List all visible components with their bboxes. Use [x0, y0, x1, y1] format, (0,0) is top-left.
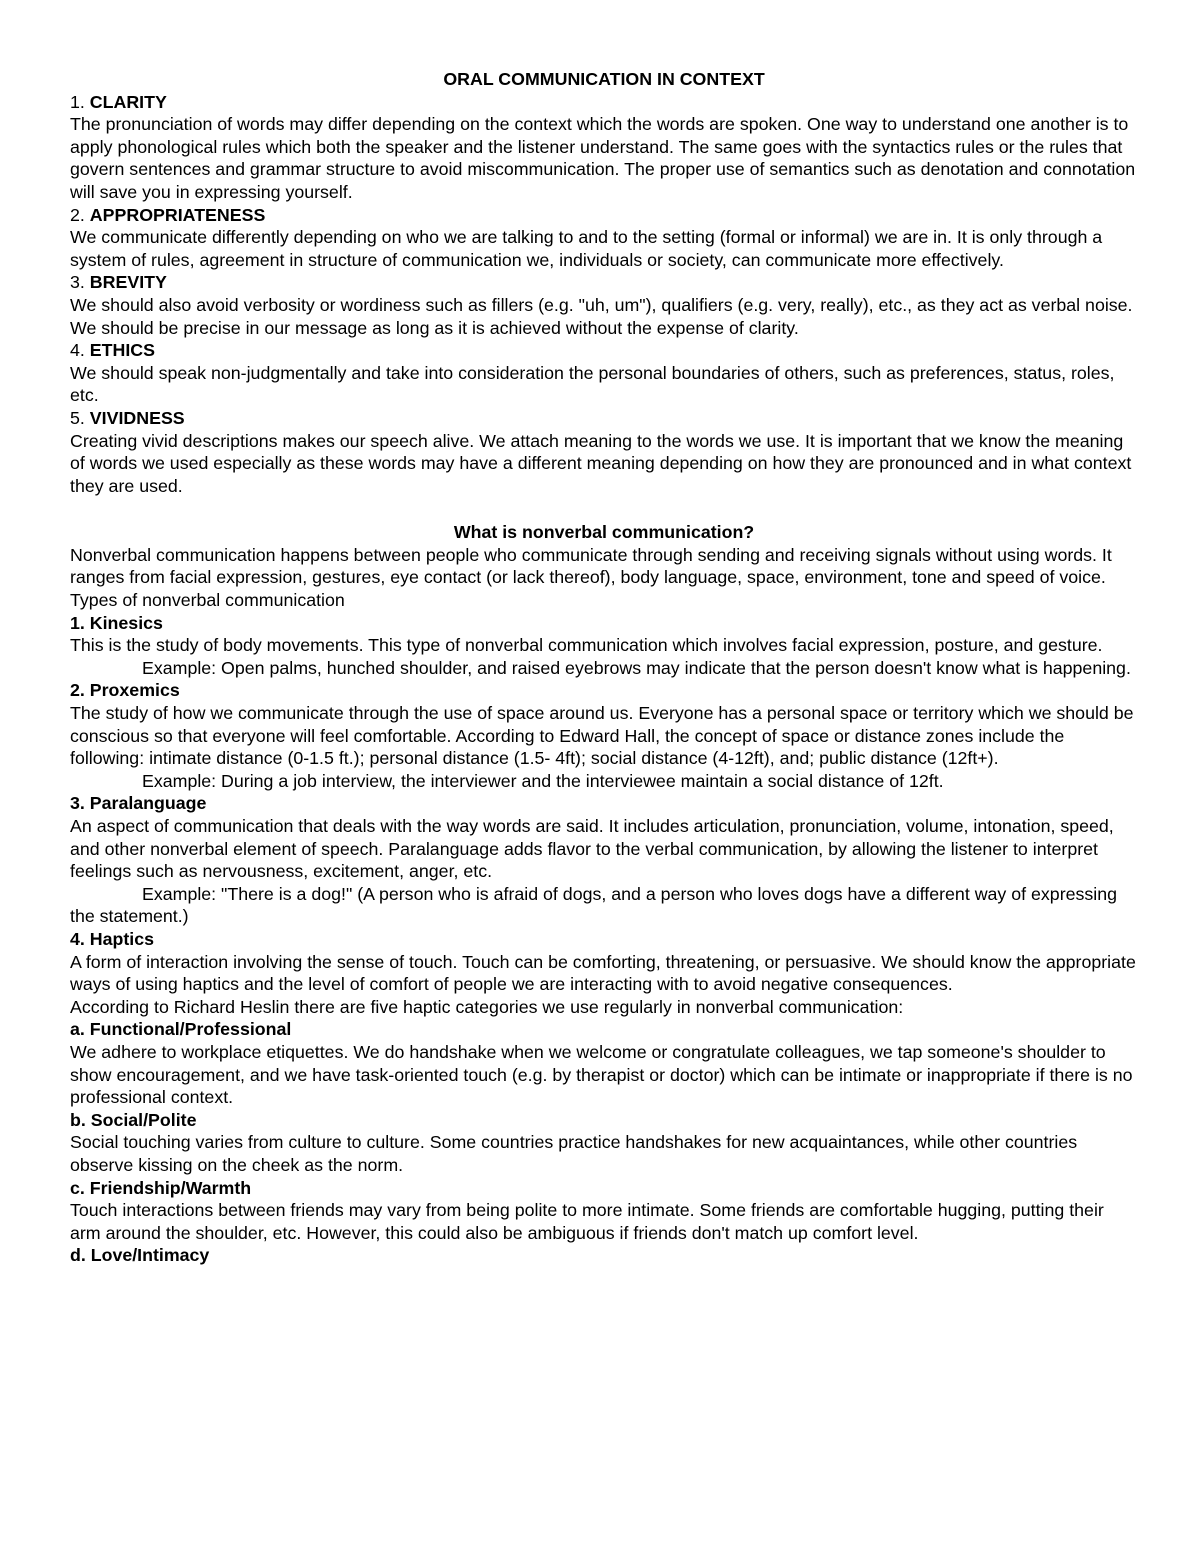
principle-name: APPROPRIATENESS	[89, 204, 266, 225]
principle-name: VIVIDNESS	[89, 407, 185, 428]
paralanguage-example: Example: "There is a dog!" (A person who is afraid of dogs, and a person who loves dogs have a different way of expressing the statement.)	[70, 883, 1118, 927]
haptic-category-body: Social touching varies from culture to culture. Some countries practice handshakes for new acquaintances, while other countries observe kissing on the cheek as the norm.	[70, 1132, 1078, 1175]
paralanguage-body: An aspect of communication that deals with the way words are said. It includes articulation, pronunciation, volume, intonation, speed, and other nonverbal element of speech. Paralanguage adds flavor to the verbal communication, by allowing the listener to interpret feelings such as nervousness, excitement, anger, etc.	[70, 816, 1114, 882]
principle-heading	[70, 339, 1138, 362]
principle-body: We should speak non-judgmentally and take into consideration the personal boundaries of others, such as preferences, status, roles, etc.	[70, 362, 1115, 406]
haptic-category-body: We adhere to workplace etiquettes. We do handshake when we welcome or congratulate colleagues, we tap someone's shoulder to show encouragement, and we have task-oriented touch (e.g. by therapist or doctor) which can be intimate or inappropriate if there is no professional context.	[70, 1041, 1133, 1108]
principle-body: We communicate differently depending on who we are talking to and to the setting (formal or informal) we are in. It is only through a system of rules, agreement in structure of communication we, individuals or society, can communicate more effectively.	[70, 227, 1103, 270]
haptic-category-heading: d. Love/Intimacy	[70, 1245, 210, 1266]
principle-body: We should also avoid verbosity or wordiness such as fillers (e.g. "uh, um"), qualifiers (e.g. very, really), etc., as they act as verbal noise. We should be precise in our message as long as it is achieved without the expense of clarity.	[70, 294, 1133, 338]
principle-heading	[70, 204, 1138, 227]
proxemics-body: The study of how we communicate through the use of space around us. Everyone has a personal space or territory which we should be conscious so that everyone will feel comfortable. According to Edward Hall, the concept of space or distance zones include the following: intimate distance (0-1.5 ft.); personal distance (1.5- 4ft); social distance (4-12ft), and; public distance (12ft+).	[70, 703, 1134, 769]
haptics-heading: 4. Haptics	[70, 928, 155, 949]
principle-number: 4.	[70, 340, 85, 361]
document-title: ORAL COMMUNICATION IN CONTEXT	[443, 69, 765, 89]
principle-number: 2.	[70, 204, 85, 225]
proxemics-heading: 2. Proxemics	[70, 680, 180, 701]
principle-name: CLARITY	[89, 91, 167, 112]
principle-heading	[70, 91, 1138, 114]
spacer	[70, 497, 1138, 521]
haptic-category-heading: c. Friendship/Warmth	[70, 1177, 252, 1198]
principle-body: Creating vivid descriptions makes our speech alive. We attach meaning to the words we use. It is important that we know the meaning of words we used especially as these words may have a different meaning depending on how they are pronounced and in what context they are used.	[70, 430, 1132, 496]
principle-number: 1.	[70, 91, 85, 112]
principle-body: The pronunciation of words may differ depending on the context which the words are spoken. One way to understand one another is to apply phonological rules which both the speaker and the listener understand. The same goes with the syntactics rules or the rules that govern sentences and grammar structure to avoid miscommunication. The proper use of semantics such as denotation and connotation will save you in expressing yourself.	[70, 114, 1136, 202]
nonverbal-intro: Nonverbal communication happens between people who communicate through sending and receiving signals without using words. It ranges from facial expression, gestures, eye contact (or lack thereof), body language, space, environment, tone and speed of voice.	[70, 544, 1112, 588]
principle-name: ETHICS	[89, 340, 156, 361]
haptic-category-heading: a. Functional/Professional	[70, 1019, 292, 1040]
principle-name: BREVITY	[89, 272, 167, 293]
principle-heading	[70, 407, 1138, 430]
kinesics-example: Example: Open palms, hunched shoulder, and raised eyebrows may indicate that the person doesn't know what is happening.	[142, 657, 1131, 678]
kinesics-heading: 1. Kinesics	[70, 612, 163, 633]
principle-heading	[70, 271, 1138, 294]
principle-number: 5.	[70, 407, 85, 428]
haptics-body: A form of interaction involving the sense of touch. Touch can be comforting, threatening, or persuasive. We should know the appropriate ways of using haptics and the level of comfort of people we are interacting with to avoid negative consequences.	[70, 951, 1136, 995]
haptic-category-body: Touch interactions between friends may vary from being polite to more intimate. Some friends are comfortable hugging, putting their arm around the shoulder, etc. However, this could also be ambiguous if friends don't match up comfort level.	[70, 1200, 1104, 1243]
haptic-category-heading: b. Social/Polite	[70, 1109, 197, 1130]
types-label: Types of nonverbal communication	[70, 590, 345, 611]
paralanguage-heading: 3. Paralanguage	[70, 793, 207, 814]
principle-number: 3.	[70, 272, 85, 293]
nonverbal-heading: What is nonverbal communication?	[453, 522, 755, 543]
kinesics-body: This is the study of body movements. This type of nonverbal communication which involves facial expression, posture, and gesture.	[70, 635, 1103, 656]
proxemics-example: Example: During a job interview, the interviewer and the interviewee maintain a social distance of 12ft.	[142, 770, 944, 791]
heslin-intro: According to Richard Heslin there are five haptic categories we use regularly in nonverbal communication:	[70, 996, 904, 1017]
